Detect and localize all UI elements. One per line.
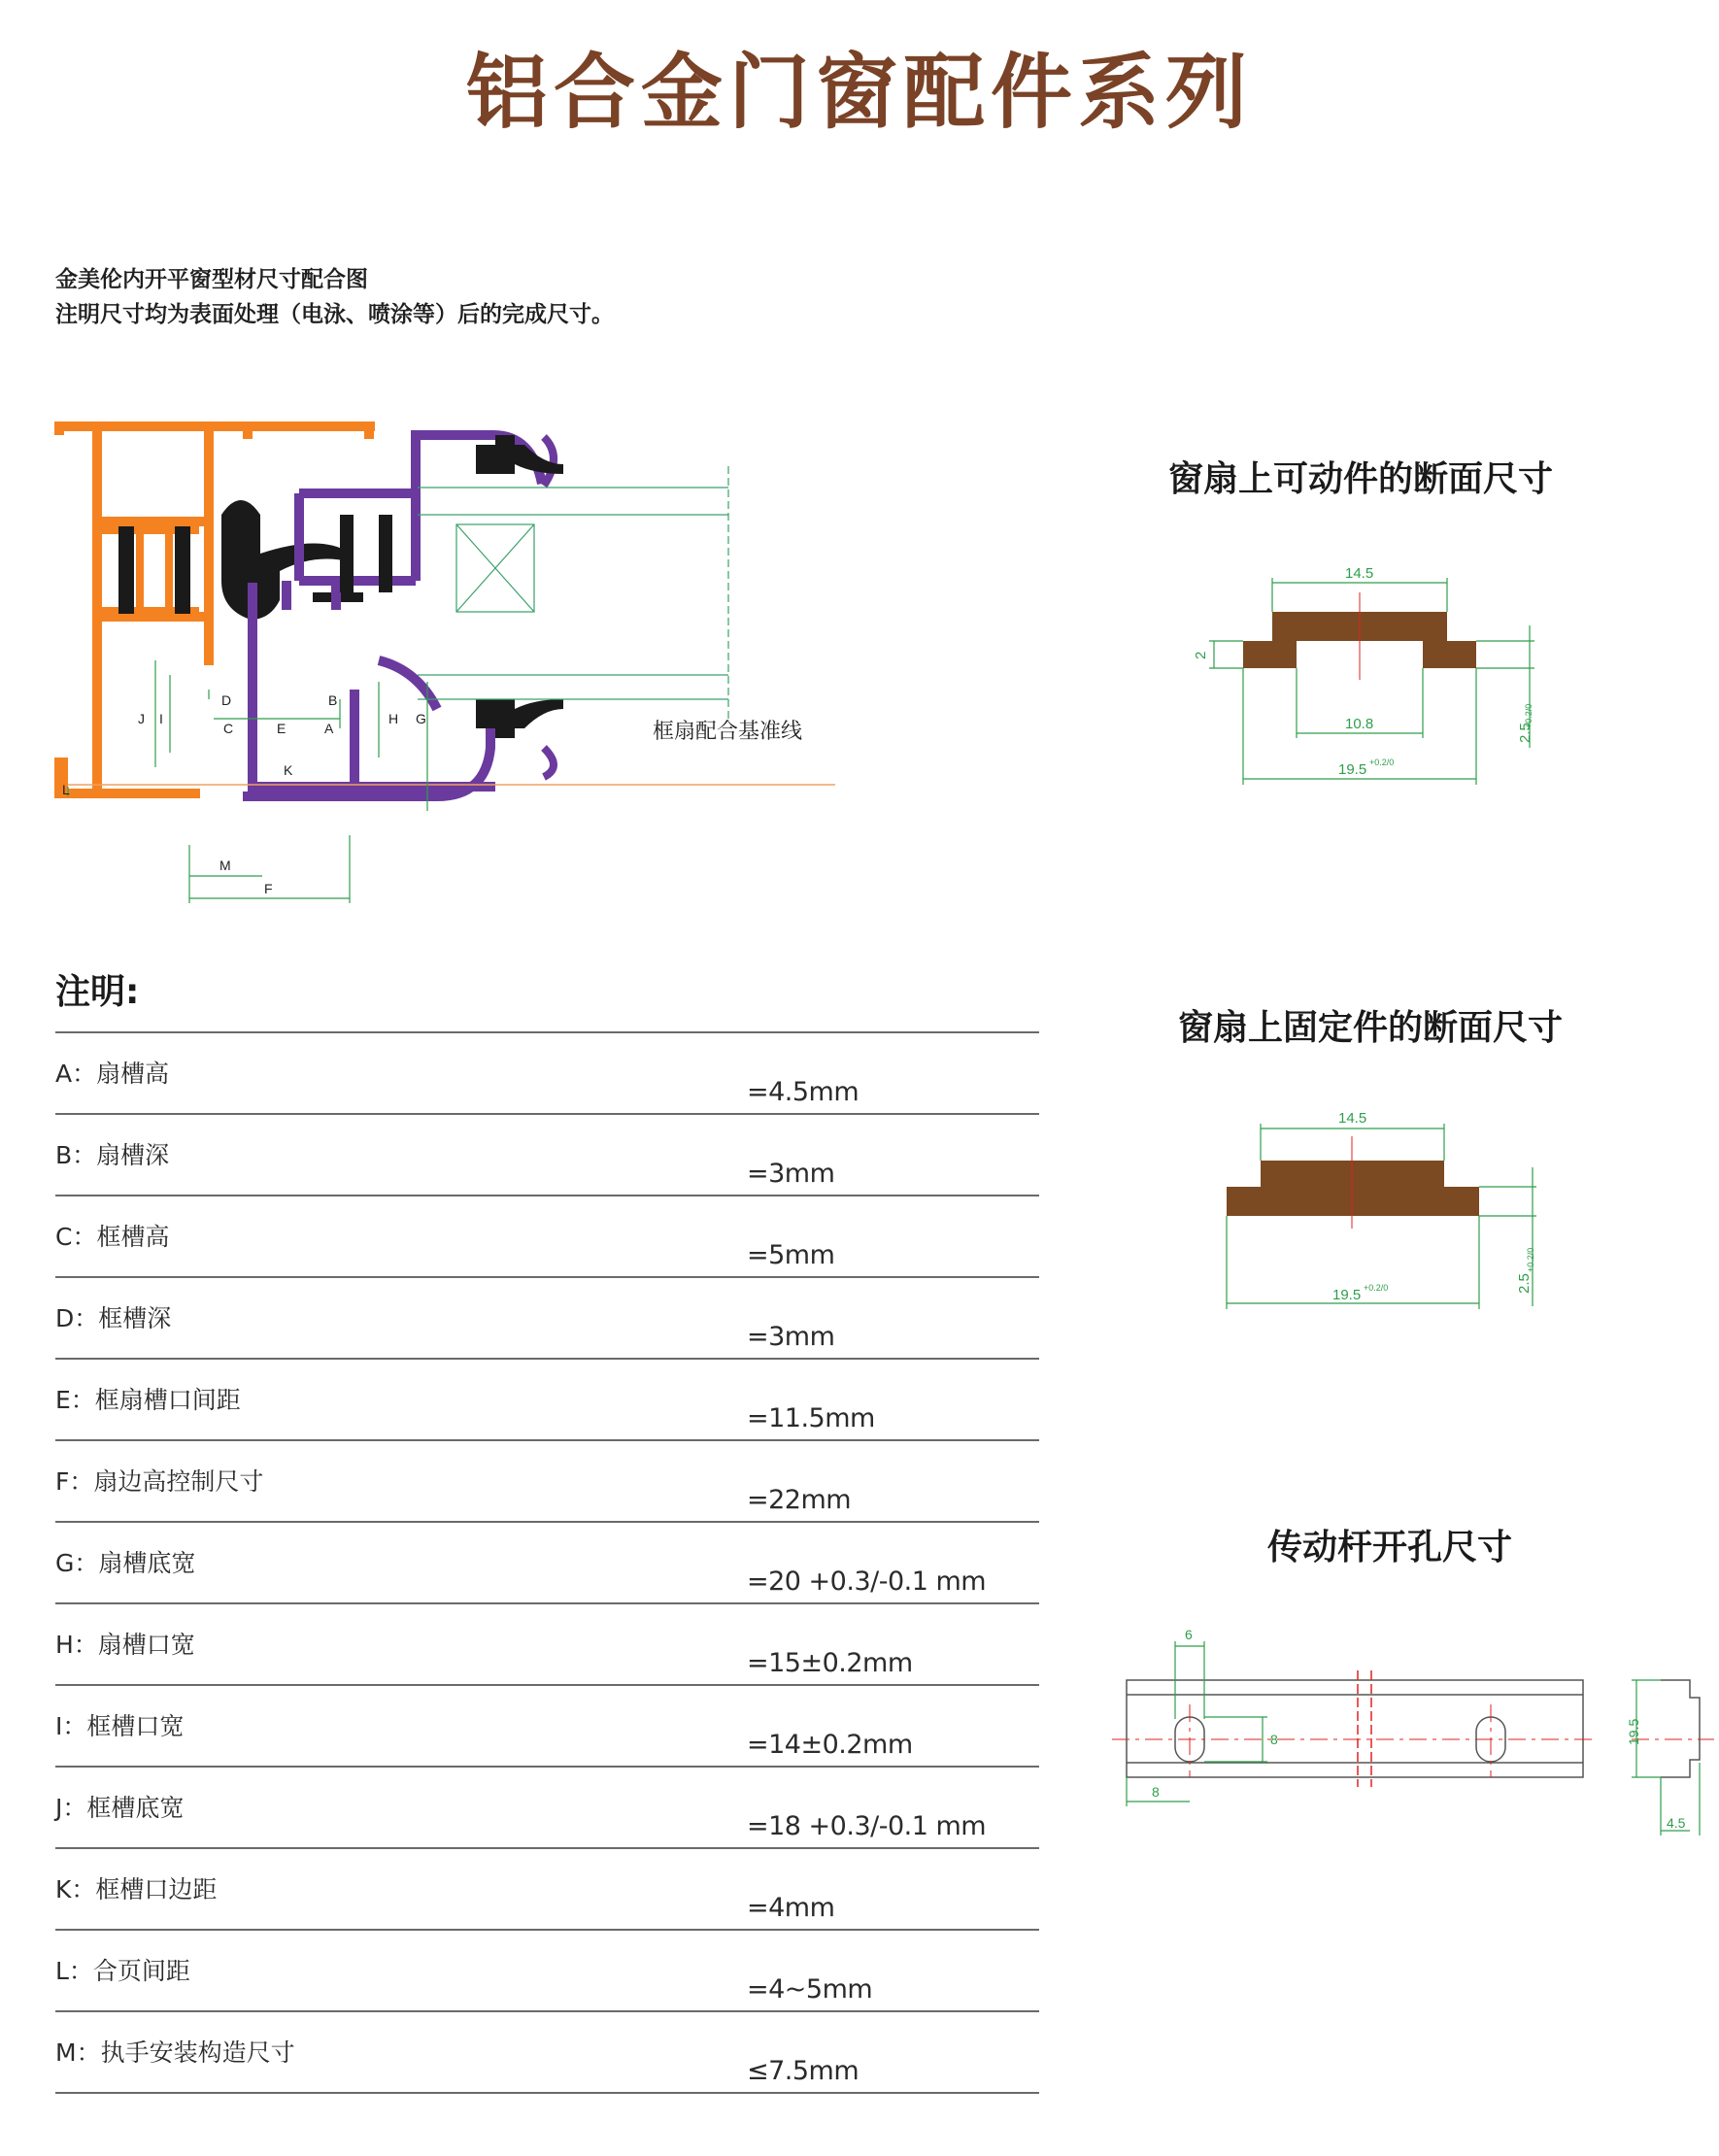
dim-letter-c: C (223, 721, 234, 736)
note-value: =11.5mm (747, 1403, 875, 1433)
dim-letter-m: M (219, 858, 231, 873)
dim-letter-i: I (159, 711, 163, 726)
dim-letter-j: J (138, 711, 145, 726)
rod-dim-thick: 4.5 (1667, 1815, 1686, 1831)
fixed-section-title: 窗扇上固定件的断面尺寸 (1178, 1008, 1564, 1048)
rod-center-lines (1112, 1704, 1714, 1777)
glass-unit (418, 466, 728, 719)
movable-dim-bottom: 19.5 (1338, 761, 1367, 778)
dim-letter-f: F (264, 881, 273, 896)
movable-dim-inner: 10.8 (1345, 716, 1374, 732)
rod-section-title: 传动杆开孔尺寸 (1267, 1528, 1513, 1567)
note-row (55, 1358, 1039, 1439)
note-value: =18 +0.3/-0.1 mm (747, 1811, 987, 1841)
dim-letter-b: B (328, 692, 338, 708)
rod-dim-slot-w: 6 (1185, 1627, 1193, 1642)
note-label: E：框扇槽口间距 (55, 1386, 241, 1414)
note-label: F：扇边高控制尺寸 (55, 1467, 264, 1496)
note-label: J：框槽底宽 (55, 1794, 185, 1822)
note-value: =22mm (747, 1485, 852, 1515)
note-value: =5mm (747, 1240, 835, 1270)
note-label: I：框槽口宽 (55, 1712, 185, 1740)
note-label: C：框槽高 (55, 1223, 170, 1251)
note-label: K：框槽口边距 (55, 1875, 218, 1903)
note-label: H：扇槽口宽 (55, 1631, 195, 1659)
note-value: =4~5mm (747, 1974, 873, 2004)
movable-section-drawing (1175, 554, 1564, 796)
notes-title: 注明: (55, 972, 140, 1012)
movable-dim-left: 2 (1193, 651, 1209, 659)
note-label: L：合页间距 (55, 1957, 190, 1985)
note-label: M：执手安装构造尺寸 (55, 2038, 295, 2067)
note-row (55, 1602, 1039, 1684)
note-row (55, 1439, 1039, 1521)
rod-dim-height: 19.5 (1626, 1718, 1641, 1745)
fixed-dim-top: 14.5 (1338, 1110, 1367, 1127)
movable-dim-lines (1209, 578, 1534, 785)
fixed-dim-lines (1227, 1124, 1536, 1309)
profile-diagram (49, 408, 855, 913)
intro-line-1: 金美伦内开平窗型材尺寸配合图 (55, 267, 368, 292)
note-value: =20 +0.3/-0.1 mm (747, 1566, 987, 1597)
intro-line-2: 注明尺寸均为表面处理（电泳、喷涂等）后的完成尺寸。 (55, 302, 614, 327)
rod-body (1127, 1670, 1700, 1787)
dim-letter-h: H (388, 711, 399, 726)
rod-dim-offset: 8 (1152, 1784, 1160, 1800)
note-row (55, 1847, 1039, 1929)
rod-dim-lines (1127, 1641, 1700, 1836)
movable-section-title: 窗扇上可动件的断面尺寸 (1168, 459, 1554, 499)
note-value: =3mm (747, 1322, 835, 1352)
movable-dim-top: 14.5 (1345, 565, 1374, 582)
note-value: =3mm (747, 1159, 835, 1189)
note-row (55, 2010, 1039, 2094)
dim-letter-d: D (221, 692, 232, 708)
fixed-dim-right-tol: +0.2/0 (1526, 1247, 1535, 1272)
dim-letter-k: K (284, 762, 293, 778)
note-value: =4.5mm (747, 1077, 860, 1107)
note-row (55, 1521, 1039, 1602)
notes-table (55, 1031, 1039, 2094)
note-row (55, 1113, 1039, 1195)
note-row (55, 1276, 1039, 1358)
fixed-section-drawing (1175, 1097, 1564, 1321)
note-row (55, 1766, 1039, 1847)
intro-text (55, 262, 614, 332)
frame-profile (54, 421, 375, 798)
note-value: =4mm (747, 1893, 835, 1923)
fixed-dim-bottom-tol: +0.2/0 (1364, 1283, 1389, 1293)
movable-dim-right-tol: +0.2/0 (1524, 703, 1534, 728)
rod-section-drawing (1107, 1612, 1709, 1855)
dim-letter-a: A (324, 721, 334, 736)
baseline-label: 框扇配合基准线 (653, 719, 803, 743)
fixed-dim-right: 2.5 (1516, 1273, 1533, 1294)
note-row (55, 1031, 1039, 1113)
rod-dim-slot-h: 8 (1270, 1732, 1278, 1747)
page-title: 铝合金门窗配件系列 (465, 45, 1253, 140)
note-label: A：扇槽高 (55, 1060, 170, 1088)
dim-letter-e: E (277, 721, 286, 736)
note-value: ≤7.5mm (747, 2056, 860, 2086)
note-label: G：扇槽底宽 (55, 1549, 196, 1577)
fixed-dim-bottom: 19.5 (1332, 1287, 1362, 1303)
fixed-part-shape (1227, 1161, 1479, 1216)
note-value: =15±0.2mm (747, 1648, 913, 1678)
dim-letter-l: L (62, 782, 70, 797)
note-row (55, 1929, 1039, 2010)
sash-profile (243, 435, 554, 796)
movable-dim-right: 2.5 (1517, 723, 1534, 743)
note-value: =14±0.2mm (747, 1730, 913, 1760)
dim-letter-g: G (416, 711, 426, 726)
note-label: D：框槽深 (55, 1304, 172, 1332)
note-row (55, 1684, 1039, 1766)
note-label: B：扇槽深 (55, 1141, 170, 1169)
sash-gasket (340, 435, 563, 738)
movable-dim-bottom-tol: +0.2/0 (1369, 758, 1395, 767)
note-row (55, 1195, 1039, 1276)
